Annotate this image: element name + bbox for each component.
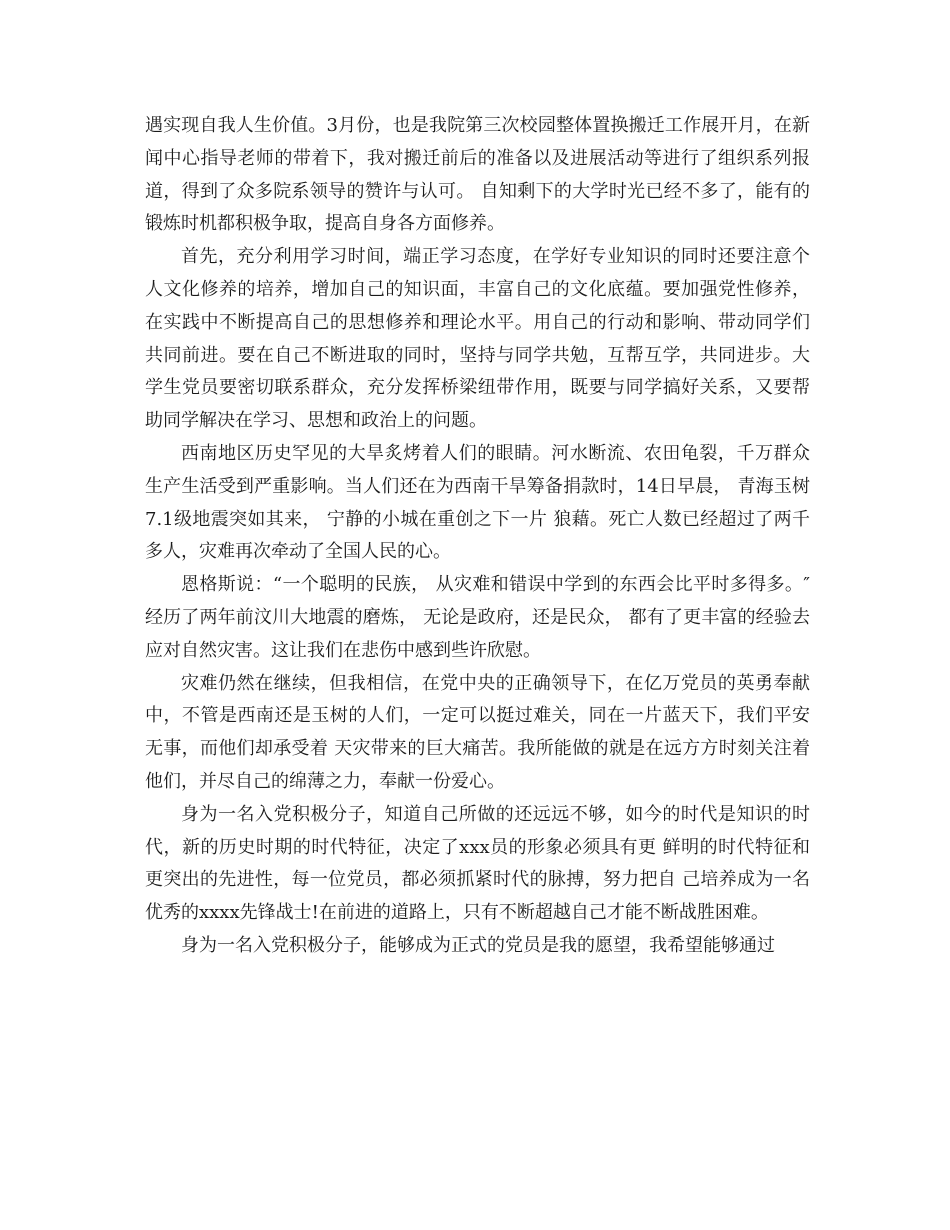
paragraph-3-drought-earthquake: 西南地区历史罕见的大旱炙烤着人们的眼睛。河水断流、农田龟裂，千万群众生产生活受到严重影响。当人们还在为西南干旱筹备捐款时，14日早晨， 青海玉树7.1级地震突如其来， 宁静的小城在重创之下一片 狼藉。死亡人数已经超过了两千多人，灾难再次牵动了全国人民的心。	[145, 442, 810, 563]
document-page	[145, 110, 810, 963]
paragraph-4-engels-quote: 恩格斯说：“一个聪明的民族， 从灾难和错误中学到的东西会比平时多得多。″ 经历了两年前汶川大地震的磨炼， 无论是政府，还是民众， 都有了更丰富的经验去应对自然灾害。这让我们在悲伤中感到些许欣慰。	[145, 574, 810, 661]
paragraph-6-activist-era: 身为一名入党积极分子，知道自己所做的还远远不够，如今的时代是知识的时代，新的历史时期的时代特征，决定了xxx员的形象必须具有更 鲜明的时代特征和更突出的先进性，每一位党员，都必须抓紧时代的脉搏，努力把自 己培养成为一名优秀的xxxx先锋战士!在前进的道路上，只有不断超越自己才能不断战胜困难。	[145, 803, 810, 924]
paragraph-7-hope: 身为一名入党积极分子，能够成为正式的党员是我的愿望，我希望能够通过	[181, 934, 775, 956]
paragraph-5-disaster-continues: 灾难仍然在继续，但我相信，在党中央的正确领导下，在亿万党员的英勇奉献中，不管是西南还是玉树的人们，一定可以挺过难关，同在一片蓝天下，我们平安无事，而他们却承受着 天灾带来的巨大痛苦。我所能做的就是在远方方时刻关注着他们，并尽自己的绵薄之力，奉献一份爱心。	[145, 672, 810, 792]
paragraph-2-study: 首先，充分利用学习时间，端正学习态度，在学好专业知识的同时还要注意个人文化修养的培养，增加自己的知识面，丰富自己的文化底蕴。要加强党性修养，在实践中不断提高自己的思想修养和理论水平。用自己的行动和影响、带动同学们共同前进。要在自己不断进取的同时，坚持与同学共勉，互帮互学，共同进步。大学生党员要密切联系群众，充分发挥桥梁纽带作用，既要与同学搞好关系，又要帮助同学解决在学习、思想和政治上的问题。	[145, 246, 810, 432]
paragraph-1-continuation: 遇实现自我人生价值。3月份，也是我院第三次校园整体置换搬迁工作展开月，在新闻中心指导老师的带着下，我对搬迁前后的准备以及进展活动等进行了组织系列报道，得到了众多院系领导的赞许与认可。 自知剩下的大学时光已经不多了，能有的锻炼时机都积极争取，提高自身各方面修养。	[145, 115, 810, 235]
